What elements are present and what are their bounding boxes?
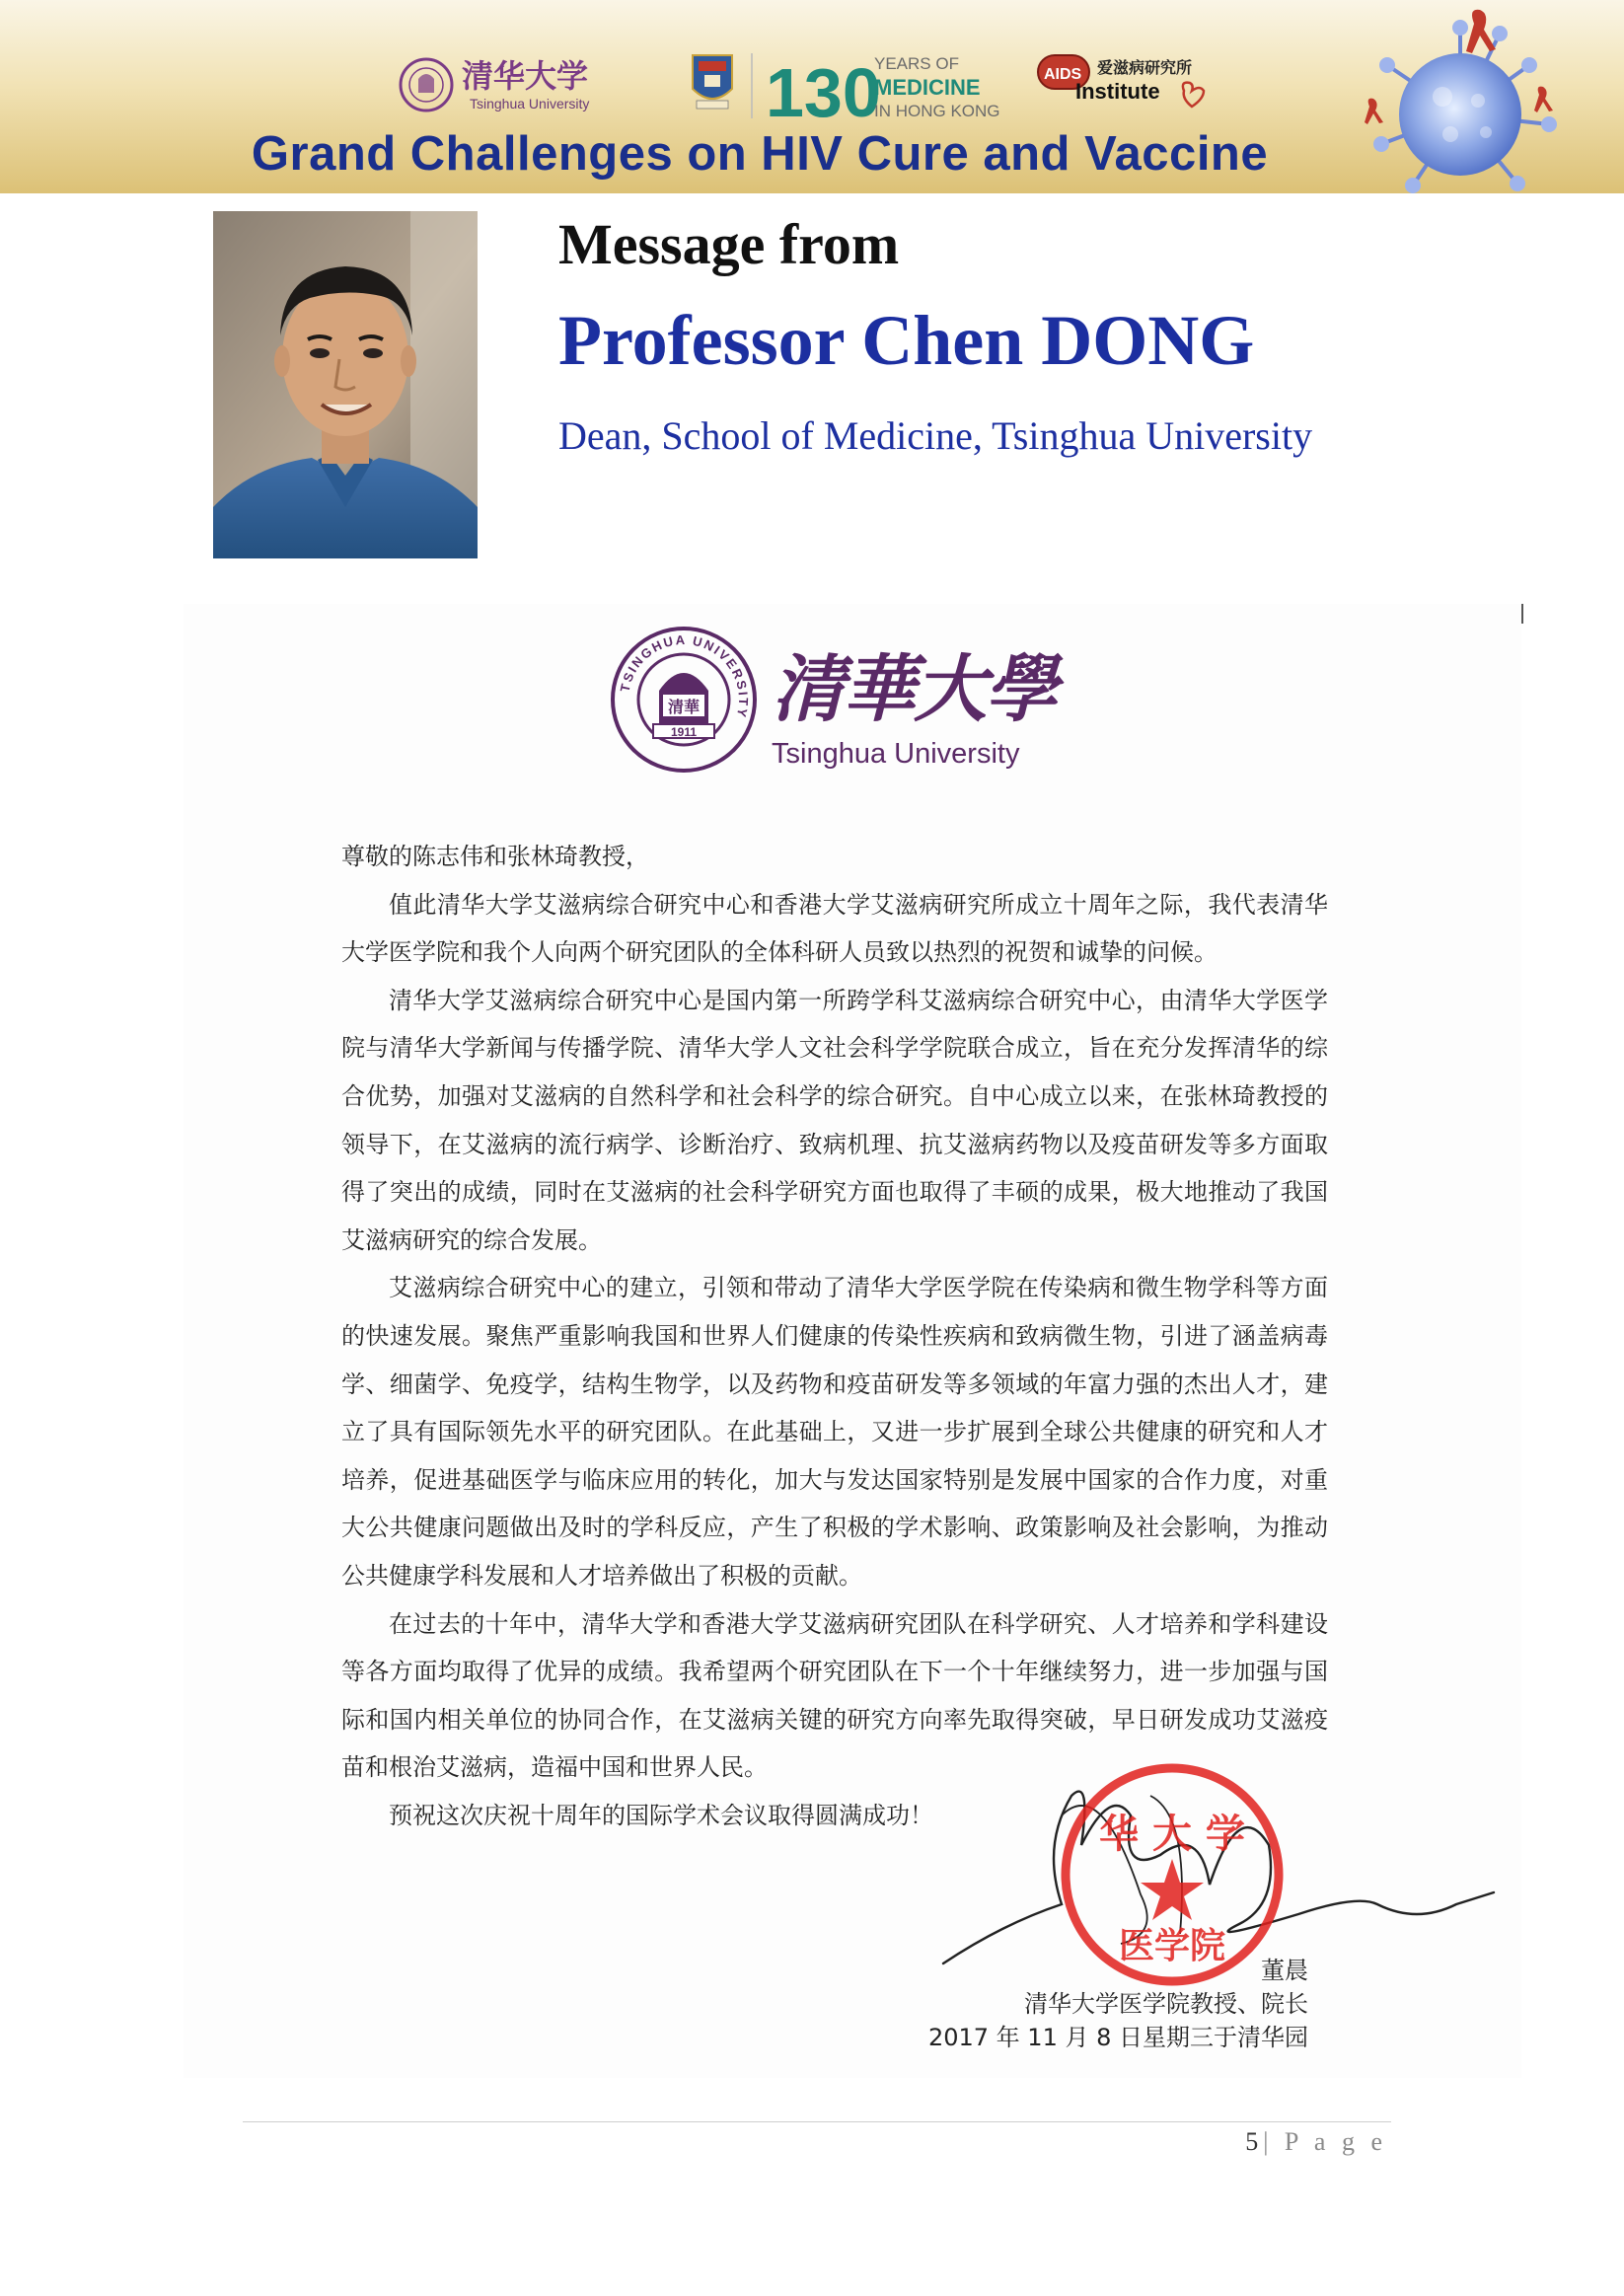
letter-paragraph: 预祝这次庆祝十周年的国际学术会议取得圆满成功！: [389, 1801, 933, 1829]
letter-paragraph: 清华大学艾滋病综合研究中心是国内第一所跨学科艾滋病综合研究中心，由清华大学医学院与清华大学新闻与传播学院、清华大学人文社会科学学院联合成立，旨在充分发挥清华的综合优势，加强对艾滋病的自然科学和社会科学的综合研究。自中心成立以来，在张林琦教授的领导下，在艾滋病的流行病学、诊断治疗、致病机理、抗艾滋病药物以及疫苗研发等多方面取得了突出的成绩，同时在艾滋病的社会科学研究方面也取得了丰硕的成果，极大地推动了我国艾滋病研究的综合发展。: [341, 986, 1328, 1254]
letter-paragraph: 艾滋病综合研究中心的建立，引领和带动了清华大学医学院在传染病和微生物学科等方面的快速发展。聚焦严重影响我国和世界人们健康的传染性疾病和致病微生物，引进了涵盖病毒学、细菌学、免疫学，结构生物学，以及药物和疫苗研发等多领域的年富力强的杰出人才，建立了具有国际领先水平的研究团队。在此基础上，又进一步扩展到全球公共健康的研究和人才培养，促进基础医学与临床应用的转化，加大与发达国家特别是发展中国家的合作力度，对重大公共健康问题做出及时的学科反应，产生了积极的学术影响、政策影响及社会影响，为推动公共健康学科发展和人才培养做出了积极的贡献。: [341, 1274, 1328, 1590]
scan-edge-mark: [1521, 604, 1523, 624]
footer-divider: [243, 2121, 1391, 2122]
page-label: | P a g e: [1263, 2127, 1387, 2156]
signature-block: [928, 1954, 1308, 2054]
signer-role: 清华大学医学院教授、院长: [1024, 1990, 1308, 2018]
message-from-heading: Message from: [558, 212, 900, 276]
emblem-ring-text: TSINGHUA UNIVERSITY: [617, 631, 752, 721]
hku-130-number: 130: [766, 54, 881, 131]
letter-body: [341, 833, 1328, 1839]
letter-date: 2017 年 11 月 8 日星期三于清华园: [927, 2024, 1308, 2051]
emblem-year: 1911: [670, 725, 698, 739]
conference-banner: [0, 0, 1624, 193]
hku-years-label: YEARS OF: [874, 54, 959, 73]
hku-medicine-label: MEDICINE: [874, 75, 981, 100]
scanned-letter: [184, 604, 1521, 2078]
svg-text:清華: 清華: [667, 698, 701, 716]
letter-paragraph: 在过去的十年中，清华大学和香港大学艾滋病研究团队在科学研究、人才培养和学科建设等各方面均取得了优异的成绩。我希望两个研究团队在下一个十年继续努力，进一步加强与国际和国内相关单位的协同合作，在艾滋病关键的研究方向率先取得突破，早日研发成功艾滋疫苗和根治艾滋病，造福中国和世界人民。: [341, 1609, 1328, 1782]
tsinghua-calligraphy: [772, 631, 1056, 740]
aids-institute-cn: 爱滋病研究所: [1097, 58, 1193, 77]
aids-institute-logo: [1036, 47, 1233, 116]
professor-name: Professor Chen DONG: [558, 301, 1255, 380]
letter-paragraph: 值此清华大学艾滋病综合研究中心和香港大学艾滋病研究所成立十周年之际，我代表清华大学医学院和我个人向两个研究团队的全体科研人员致以热烈的祝贺和诚挚的问候。: [341, 890, 1328, 967]
uni-english-name: Tsinghua University: [772, 738, 1020, 770]
page-number-value: 5: [1245, 2127, 1264, 2156]
tsinghua-banner-en: Tsinghua University: [470, 96, 590, 111]
page-number: [1245, 2127, 1387, 2157]
tsinghua-banner-logo: [397, 49, 614, 118]
hku-place-label: IN HONG KONG: [874, 102, 1000, 120]
professor-portrait: [213, 211, 478, 558]
aids-badge-text: AIDS: [1044, 66, 1082, 83]
letter-salutation: 尊敬的陈志伟和张林琦教授，: [341, 843, 649, 870]
tsinghua-emblem: [610, 626, 758, 774]
uni-chinese-name: 清華大學: [772, 647, 1056, 732]
aids-institute-en: Institute: [1075, 79, 1160, 104]
svg-text:医学院: 医学院: [1118, 1926, 1226, 1966]
conference-title: Grand Challenges on HIV Cure and Vaccine: [251, 127, 1269, 181]
signer-name: 董晨: [1261, 1957, 1308, 1984]
svg-text:华 大 学: 华 大 学: [1099, 1812, 1245, 1857]
tsinghua-banner-cn: 清华大学: [462, 57, 589, 95]
hku-130-years-logo: [691, 45, 1000, 131]
professor-title: Dean, School of Medicine, Tsinghua University: [558, 413, 1313, 458]
